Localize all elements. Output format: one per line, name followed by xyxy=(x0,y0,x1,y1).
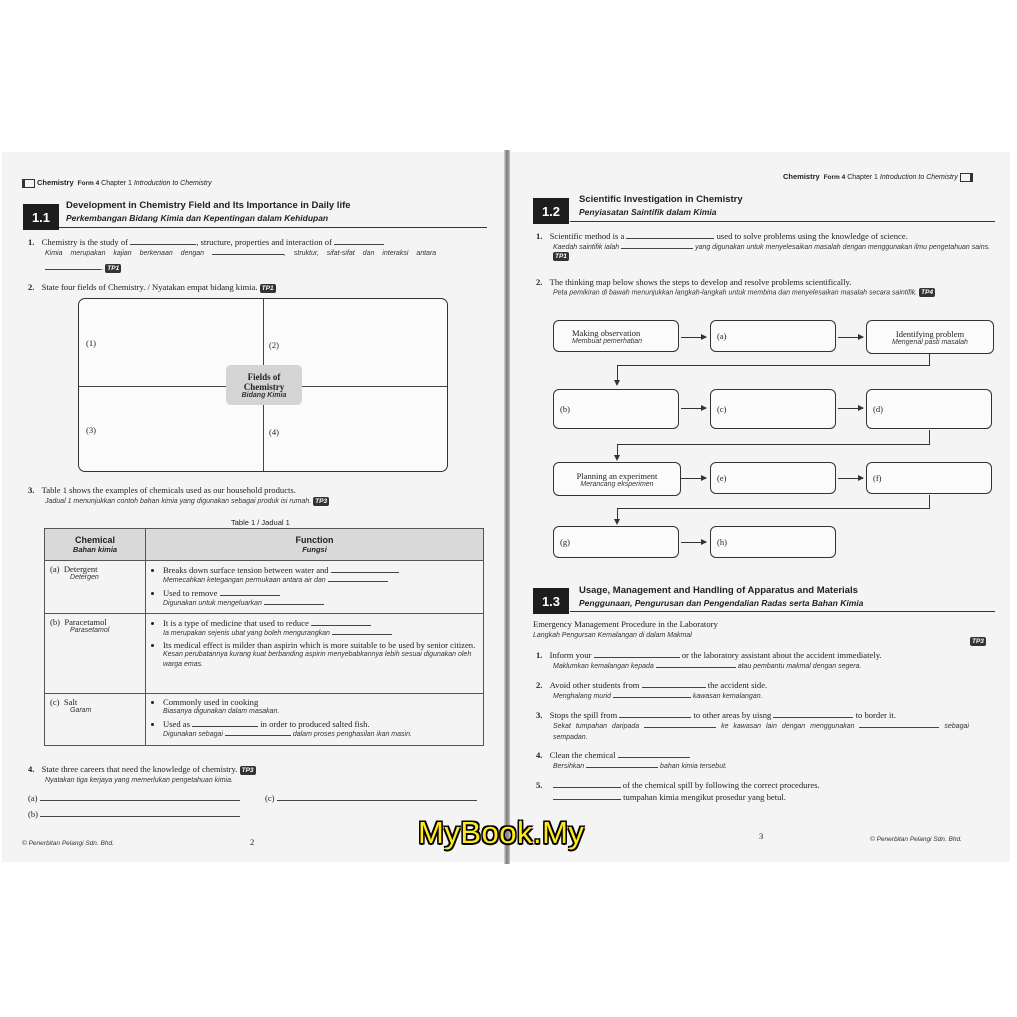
function-ms-text: Memecahkan ketegangan permukaan antara air dan xyxy=(163,577,326,584)
item-text-a: Clean the chemical xyxy=(549,750,616,760)
flow-connector xyxy=(929,495,930,508)
item-ms-a: Bersihkan xyxy=(553,763,585,770)
table-row xyxy=(45,614,484,694)
answer-line-a xyxy=(28,792,240,804)
flow-connector xyxy=(617,508,930,509)
table-header-row xyxy=(45,529,484,561)
question-number: 2. xyxy=(28,282,35,292)
function-ms-text: Ia merupakan sejenis ubat yang boleh mengurangkan xyxy=(163,630,330,637)
flow-connector xyxy=(929,430,930,444)
book-icon xyxy=(960,173,973,182)
item-text-b: or the laboratory assistant about the accident immediately. xyxy=(681,650,882,660)
tp-badge: TP3 xyxy=(315,497,328,505)
flow-box-making-observation xyxy=(553,320,679,352)
tp-badge: TP1 xyxy=(261,284,274,292)
flow-connector xyxy=(617,365,930,366)
procedure-item-4 xyxy=(536,749,994,772)
flow-label: (c) xyxy=(717,404,727,414)
section-title-en: Scientific Investigation in Chemistry xyxy=(579,194,743,205)
answer-blank[interactable] xyxy=(220,587,280,596)
answer-blank[interactable] xyxy=(45,261,101,270)
item-number: 4. xyxy=(536,750,543,760)
item-translation xyxy=(553,791,994,803)
answer-blank[interactable] xyxy=(594,649,680,658)
answer-blank[interactable] xyxy=(40,792,240,801)
answer-blank[interactable] xyxy=(331,564,399,573)
field-label-2: (2) xyxy=(269,340,280,350)
item-ms-b: bahan kimia tersebut. xyxy=(660,763,727,770)
header-chapter-title: Introduction to Chemistry xyxy=(879,174,958,181)
chemical-name-ms: Garam xyxy=(70,707,92,714)
function-text-b: in order to produced salted fish. xyxy=(260,719,370,729)
function-ms-text-b: dalam proses penghasilan ikan masin. xyxy=(292,731,412,738)
q2-translation xyxy=(553,288,996,297)
flow-arrow xyxy=(838,337,863,338)
function-ms xyxy=(163,729,478,740)
flow-text: Making observation xyxy=(572,327,641,338)
item-ms-a: Sekat tumpahan daripada xyxy=(553,723,640,730)
item-text-a: Stops the spill from xyxy=(549,710,618,720)
question-number: 2. xyxy=(536,277,543,287)
q3-translation xyxy=(45,496,498,507)
answer-blank[interactable] xyxy=(553,791,621,800)
question-1 xyxy=(536,230,998,261)
flow-arrowhead xyxy=(614,455,620,461)
item-ms-b: ke kawasan lain dengan menggunakan xyxy=(721,723,855,730)
item-translation xyxy=(553,721,994,743)
emergency-heading xyxy=(533,619,718,641)
emergency-heading-en: Emergency Management Procedure in the Laboratory xyxy=(533,619,718,629)
flow-label: (g) xyxy=(560,537,570,547)
tp-badge: TP1 xyxy=(107,264,120,272)
answer-blank[interactable] xyxy=(773,709,853,718)
header-chapter: Chapter 1 xyxy=(101,180,132,187)
chemical-name: Detergent xyxy=(63,564,98,574)
flow-box-c xyxy=(710,389,836,429)
row-label: (b) xyxy=(50,617,61,627)
header-subject: Chemistry xyxy=(36,178,74,187)
answer-blank[interactable] xyxy=(334,236,384,245)
question-1: 1. Chemistry is the study of , structure, properties and interaction of Kimia merupakan kajian berkenaan dengan , struktur, sifat-sifat dan interaksi antara . TP1 xyxy=(28,236,492,273)
q1-ms-a: Kaedah saintifik ialah xyxy=(553,244,620,251)
flow-arrowhead xyxy=(614,519,620,525)
header-function-en: Function xyxy=(295,535,334,545)
header-chemical xyxy=(45,529,146,561)
section-title xyxy=(579,194,743,218)
answer-blank[interactable] xyxy=(626,230,714,239)
question-4 xyxy=(28,764,256,786)
answer-line-c xyxy=(265,792,477,804)
flow-text-ms: Merancang eksperimen xyxy=(580,480,654,488)
header-function-ms: Fungsi xyxy=(302,545,327,554)
answer-label: (b) xyxy=(28,809,39,819)
field-label-1: (1) xyxy=(86,338,97,348)
item-translation xyxy=(553,661,994,672)
function-cell xyxy=(146,561,484,614)
right-page-header xyxy=(783,172,973,182)
chemicals-table xyxy=(44,528,484,746)
q3-ms: Jadual 1 menunjukkan contoh bahan kimia yang digunakan sebagai produk isi rumah. xyxy=(45,498,312,505)
answer-blank[interactable] xyxy=(586,761,658,768)
chemical-name: Paracetamol xyxy=(64,617,107,627)
q1-ms-b: , struktur, sifat-sifat dan interaksi antara xyxy=(284,250,437,257)
flow-arrow xyxy=(681,478,706,479)
flow-text: Planning an experiment xyxy=(576,470,658,481)
page-number: 2 xyxy=(250,837,255,847)
flow-text: Identifying problem xyxy=(895,328,965,339)
answer-blank[interactable] xyxy=(277,792,477,801)
section-title-ms: Penyiasatan Saintifik dalam Kimia xyxy=(579,207,717,217)
q1-ms-b: yang digunakan untuk menyelesaikan masalah dengan menggunakan ilmu pengetahuan sains. xyxy=(695,244,991,251)
flow-text-ms: Mengenal pasti masalah xyxy=(892,338,968,346)
section-underline xyxy=(59,227,487,228)
answer-blank[interactable] xyxy=(621,242,693,249)
answer-blank[interactable] xyxy=(656,661,736,668)
q1-text-a: Scientific method is a xyxy=(549,231,625,241)
item-ms-b: tumpahan kimia mengikut prosedur yang betul. xyxy=(623,792,786,802)
flow-label: (f) xyxy=(873,473,882,483)
left-page-header xyxy=(22,178,212,188)
answer-label: (a) xyxy=(28,793,38,803)
answer-blank[interactable] xyxy=(642,679,706,688)
section-title xyxy=(579,585,863,609)
table-row xyxy=(45,694,484,746)
flow-connector xyxy=(617,365,618,381)
answer-blank[interactable] xyxy=(311,617,371,626)
item-ms-a: Menghalang murid xyxy=(553,693,611,700)
flow-box-planning-experiment xyxy=(553,462,681,496)
section-number-badge: 1.3 xyxy=(533,588,569,614)
procedure-item-5 xyxy=(536,779,994,803)
q1-text-b: used to solve problems using the knowledge of science. xyxy=(716,231,908,241)
tp-badge-wrap xyxy=(970,632,986,650)
function-text: Used to remove xyxy=(163,588,218,598)
answer-blank[interactable] xyxy=(859,721,939,728)
book-icon xyxy=(22,179,35,188)
center-title: Fields of Chemistry xyxy=(243,371,285,392)
table-row xyxy=(45,561,484,614)
watermark-text: MyBook.My xyxy=(418,815,585,850)
function-ms-text: Digunakan sebagai xyxy=(163,731,223,738)
function-text: It is a type of medicine that used to reduce xyxy=(163,618,309,628)
function-ms xyxy=(163,575,478,586)
flow-arrow xyxy=(681,337,706,338)
question-number: 1. xyxy=(536,231,543,241)
q2-text: State four fields of Chemistry. / Nyatakan empat bidang kimia. xyxy=(41,282,258,292)
procedure-item-2 xyxy=(536,679,994,702)
section-title-ms: Penggunaan, Pengurusan dan Pengendalian Radas serta Bahan Kimia xyxy=(579,598,864,608)
function-ms-text: Digunakan untuk mengeluarkan xyxy=(163,600,262,607)
answer-blank[interactable] xyxy=(212,248,284,255)
answer-blank[interactable] xyxy=(618,749,690,758)
item-number: 2. xyxy=(536,680,543,690)
q1-ms-a: Kimia merupakan kajian berkenaan dengan xyxy=(45,250,205,257)
section-underline xyxy=(570,221,995,222)
answer-blank[interactable] xyxy=(225,729,291,736)
section-underline xyxy=(570,611,995,612)
flow-box-d xyxy=(866,389,992,429)
function-text: Commonly used in cooking xyxy=(163,697,259,707)
item-text-c: to border it. xyxy=(855,710,896,720)
chemical-cell xyxy=(45,561,146,614)
header-chemical-ms: Bahan kimia xyxy=(72,545,118,554)
answer-blank[interactable] xyxy=(553,779,621,788)
chemical-name-ms: Parasetamol xyxy=(70,627,110,634)
item-number: 3. xyxy=(536,710,543,720)
procedure-item-3 xyxy=(536,709,994,743)
procedure-item-1 xyxy=(536,649,994,672)
item-number: 5. xyxy=(536,780,543,790)
flow-arrow xyxy=(681,408,706,409)
function-ms: Kesan perubatannya kurang kuat berbanding aspirin menyebabkannya lebih sesuai digunakan oleh warga emas. xyxy=(163,651,472,668)
flow-box-e xyxy=(710,462,836,494)
item-ms-c: sebagai sempadan. xyxy=(553,723,969,741)
q1-translation xyxy=(553,242,998,261)
header-function xyxy=(146,529,484,561)
tp-badge: TP4 xyxy=(921,289,934,296)
answer-blank[interactable] xyxy=(40,808,240,817)
section-title-ms: Perkembangan Bidang Kimia dan Kepentingan dalam Kehidupan xyxy=(66,213,329,223)
footer-publisher: © Penerbitan Pelangi Sdn. Bhd. xyxy=(22,840,114,847)
emergency-heading-ms: Langkah Pengursan Kemalangan di dalam Makmal xyxy=(533,632,692,639)
flow-label: (e) xyxy=(717,473,727,483)
field-label-3: (3) xyxy=(86,425,97,435)
answer-blank[interactable] xyxy=(130,236,196,245)
item-ms-a: Maklumkan kemalangan kepada xyxy=(553,663,654,670)
section-title xyxy=(66,200,351,224)
answer-blank[interactable] xyxy=(332,628,392,635)
answer-blank[interactable] xyxy=(613,691,691,698)
question-number: 3. xyxy=(28,485,35,495)
section-number-badge: 1.1 xyxy=(23,204,59,230)
item-text-a: Avoid other students from xyxy=(549,680,640,690)
q1-text-b: , structure, properties and interaction of xyxy=(196,237,332,247)
fields-of-chemistry-diagram xyxy=(78,298,448,472)
section-title-en: Usage, Management and Handling of Apparatus and Materials xyxy=(579,585,858,596)
flow-box-f xyxy=(866,462,992,494)
header-chapter: Chapter 1 xyxy=(847,174,878,181)
answer-blank[interactable] xyxy=(619,709,691,718)
chemical-cell xyxy=(45,694,146,746)
question-3 xyxy=(28,485,498,507)
header-form: Form 4 xyxy=(77,180,100,187)
header-chemical-en: Chemical xyxy=(74,535,116,545)
flow-arrowhead xyxy=(614,380,620,386)
page-number: 3 xyxy=(759,831,764,841)
function-cell xyxy=(146,614,484,694)
footer-publisher: © Penerbitan Pelangi Sdn. Bhd. xyxy=(870,836,962,843)
chemical-name-ms: Detergen xyxy=(70,574,99,581)
field-label-4: (4) xyxy=(269,427,280,437)
answer-blank[interactable] xyxy=(644,721,716,728)
q1-translation xyxy=(45,248,492,259)
flow-box-identifying-problem xyxy=(866,320,994,354)
tp-badge: TP3 xyxy=(241,766,254,774)
tp-badge: TP3 xyxy=(972,637,984,645)
question-number: 4. xyxy=(28,764,35,774)
item-text-b: the accident side. xyxy=(707,680,768,690)
function-text: Its medical effect is milder than aspirin which is more suitable to be used by senior citizen. xyxy=(163,640,476,650)
q2-text: The thinking map below shows the steps to develop and resolve problems scientifically. xyxy=(549,277,852,287)
answer-blank[interactable] xyxy=(264,598,324,605)
item-text-b: of the chemical spill by following the correct procedures. xyxy=(622,780,820,790)
item-text-a: Inform your xyxy=(549,650,592,660)
flow-label: (d) xyxy=(873,404,883,414)
flow-box-h xyxy=(710,526,836,558)
function-text: Breaks down surface tension between water and xyxy=(163,565,329,575)
row-label: (a) xyxy=(50,564,60,574)
answer-blank[interactable] xyxy=(192,718,258,727)
flow-label: (a) xyxy=(717,331,727,341)
section-title-en: Development in Chemistry Field and Its Importance in Daily life xyxy=(66,200,351,211)
answer-blank[interactable] xyxy=(328,575,388,582)
section-number-badge: 1.2 xyxy=(533,198,569,224)
table-caption: Table 1 / Jadual 1 xyxy=(231,518,290,527)
header-subject: Chemistry xyxy=(783,172,820,181)
chemical-cell xyxy=(45,614,146,694)
chemical-name: Salt xyxy=(63,697,78,707)
fields-center-box xyxy=(226,365,302,405)
flow-box-b xyxy=(553,389,679,429)
row-label: (c) xyxy=(50,697,60,707)
function-cell xyxy=(146,694,484,746)
q4-translation: Nyatakan tiga kerjaya yang memerlukan pengetahuan kimia. xyxy=(45,777,233,784)
answer-label: (c) xyxy=(265,793,275,803)
function-text: Used as xyxy=(163,719,190,729)
flow-arrow xyxy=(681,542,706,543)
header-chapter-title: Introduction to Chemistry xyxy=(133,180,212,187)
flow-connector xyxy=(929,353,930,365)
function-ms xyxy=(163,628,478,639)
flow-arrow xyxy=(838,478,863,479)
answer-line-b xyxy=(28,808,240,820)
flow-box-g xyxy=(553,526,679,558)
flow-label: (b) xyxy=(560,404,570,414)
flow-box-a xyxy=(710,320,836,352)
header-form: Form 4 xyxy=(823,174,846,181)
q4-text: State three careers that need the knowledge of chemistry. xyxy=(41,764,238,774)
item-text-b: to other areas by uisng xyxy=(693,710,772,720)
question-number: 1. xyxy=(28,237,35,247)
q2-ms: Peta pemikiran di bawah menunjukkan langkah-langkah untuk membina dan menyelesaikan masalah secara saintifik. xyxy=(553,289,918,297)
item-translation xyxy=(553,761,994,772)
function-ms: Biasanya digunakan dalam masakan. xyxy=(163,708,280,715)
item-ms-b: atau pembantu makmal dengan segera. xyxy=(737,663,862,670)
question-2 xyxy=(536,277,996,297)
flow-arrow xyxy=(838,408,863,409)
flow-text-ms: Membuat pemerhatian xyxy=(572,337,643,345)
item-ms-b: kawasan kemalangan. xyxy=(692,693,763,700)
question-2 xyxy=(28,282,276,293)
tp-badge: TP1 xyxy=(555,253,567,260)
q3-text: Table 1 shows the examples of chemicals used as our household products. xyxy=(41,485,296,495)
item-translation xyxy=(553,691,994,702)
function-ms xyxy=(163,598,478,609)
flow-label: (h) xyxy=(717,537,727,547)
flow-connector xyxy=(617,444,930,445)
q1-text-a: Chemistry is the study of xyxy=(41,237,129,247)
item-number: 1. xyxy=(536,650,543,660)
center-title-ms: Bidang Kimia xyxy=(241,391,287,399)
